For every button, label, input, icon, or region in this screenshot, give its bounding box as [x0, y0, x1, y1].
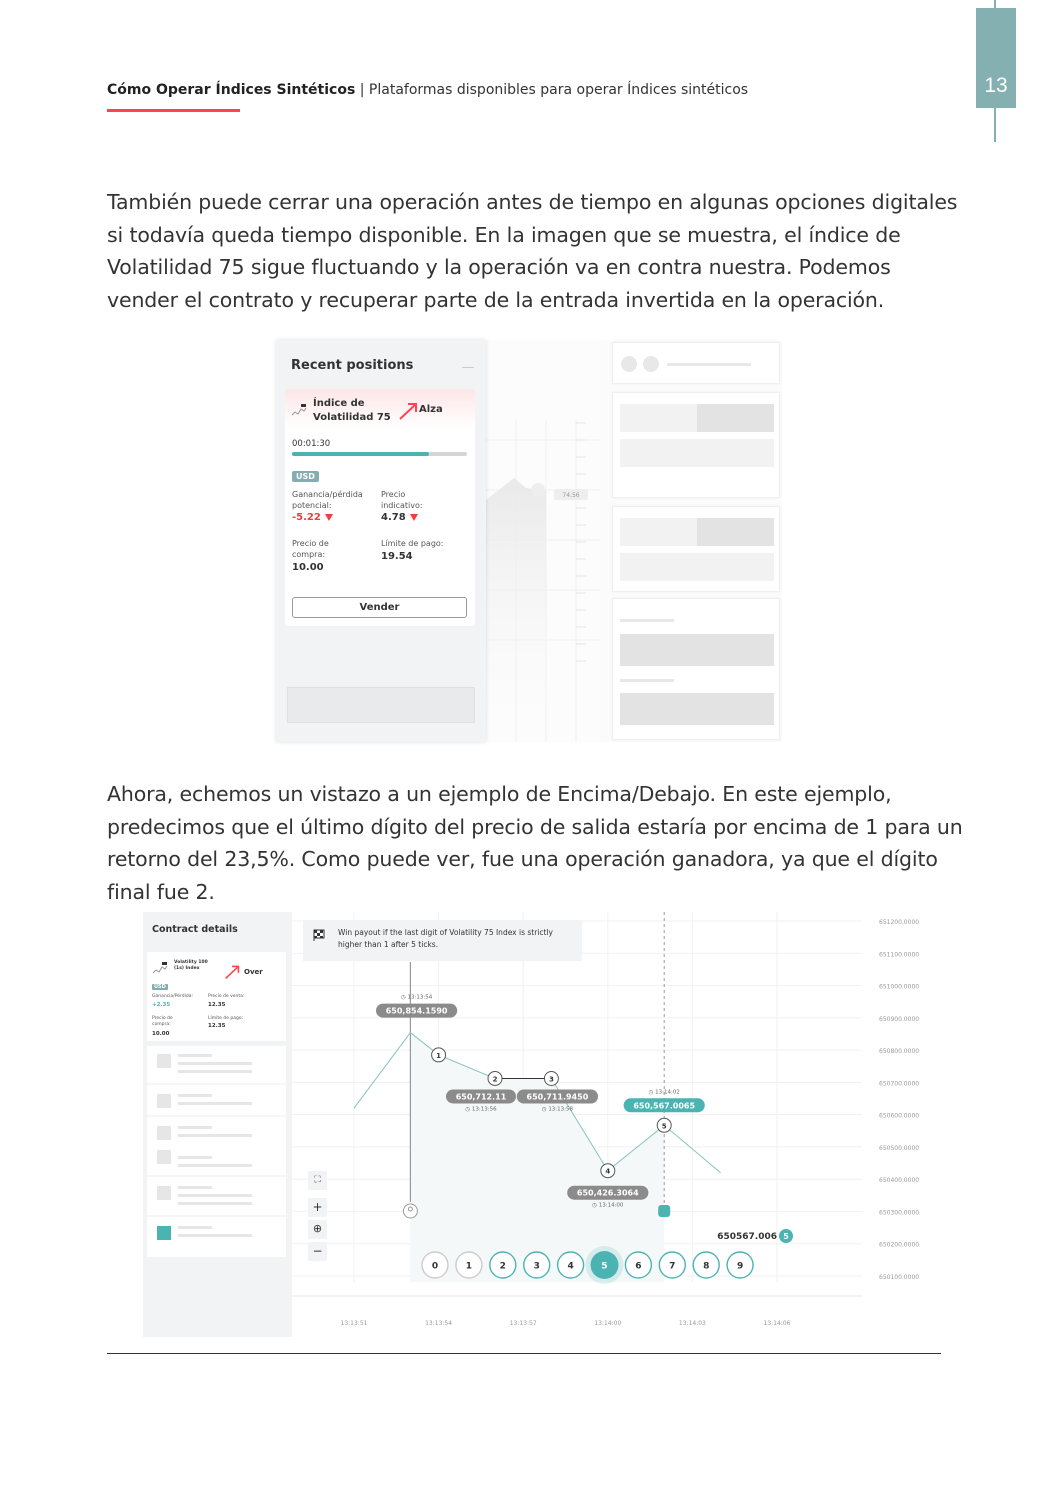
- time-label: ◷ 13:14:02: [648, 1089, 680, 1096]
- current-price: 650567.006: [717, 1232, 777, 1242]
- exit-flag-icon: [658, 1205, 670, 1217]
- contract-details-panel: [143, 912, 292, 1337]
- zoom-out-button[interactable]: −: [308, 1242, 327, 1261]
- placeholder-card: [612, 598, 780, 740]
- price-chart-svg: [486, 340, 600, 742]
- price-label: 650,711.9450: [526, 1092, 589, 1102]
- time-label: ◷ 13:13:56: [465, 1106, 497, 1113]
- pl-label: Ganancia/Pérdida:: [152, 994, 194, 999]
- digit-label: 6: [635, 1261, 642, 1272]
- digit-label: 5: [601, 1261, 608, 1272]
- digit-label: 7: [669, 1261, 676, 1272]
- volatility-index-icon: [291, 404, 307, 418]
- y-tick-label: 650800.0000: [879, 1048, 920, 1056]
- digit-label: 4: [567, 1261, 574, 1272]
- time-label: ◷ 13:13:58: [541, 1106, 574, 1113]
- header-subtitle: Plataformas disponibles para operar Índices sintéticos: [368, 82, 749, 98]
- down-triangle-icon: [325, 514, 333, 521]
- current-tick-number: 5: [783, 1232, 789, 1241]
- digit-label: 2: [499, 1261, 506, 1272]
- payout-label: Límite de pago:: [208, 1016, 244, 1021]
- contract-direction: Over: [244, 968, 263, 976]
- page-tab-line: [994, 108, 996, 142]
- payout-value: 12.35: [208, 1023, 226, 1029]
- contract-area: [410, 1033, 664, 1282]
- time-label: ◷ 13:14:00: [592, 1202, 624, 1209]
- panel-footer-placeholder: [287, 687, 475, 723]
- price-label: 650,854.1590: [385, 1006, 448, 1016]
- contract-info-text: Win payout if the last digit of Volatility 75 Index is strictly higher than 1 after 5 ticks.: [338, 928, 553, 949]
- currency-badge: USD: [154, 984, 166, 990]
- y-tick-label: 650200.0000: [879, 1241, 920, 1249]
- x-tick-label: 13:13:51: [340, 1320, 368, 1327]
- price-chart: [486, 340, 600, 742]
- time-progress-bar: [292, 452, 467, 456]
- contract-info-banner: [303, 920, 582, 961]
- y-tick-label: 650300.0000: [879, 1209, 920, 1217]
- payout-label: Límite de pago:: [381, 539, 444, 548]
- potential-value: -5.22: [292, 512, 333, 523]
- position-symbol: Índice de Volatilidad 75: [313, 398, 391, 423]
- page-number: 13: [984, 74, 1008, 97]
- header-underline: [107, 109, 240, 112]
- digit-label: 3: [533, 1261, 540, 1272]
- payout-value: 19.54: [381, 551, 413, 562]
- purchase-label: Precio de compra:: [292, 539, 329, 559]
- x-tick-label: 13:13:54: [425, 1320, 453, 1327]
- time-label: ◷ 13:13:54: [400, 994, 433, 1001]
- remaining-time: 00:01:30: [292, 439, 331, 449]
- time-progress-fill: [292, 452, 429, 456]
- currency-badge: USD: [292, 471, 319, 482]
- volatility-index-icon: [151, 962, 169, 976]
- zoom-in-button[interactable]: +: [308, 1198, 327, 1217]
- pl-value: +2.35: [152, 1002, 171, 1008]
- tick-marker-label: 3: [548, 1075, 554, 1084]
- digit-label: 0: [431, 1261, 439, 1272]
- minimize-icon[interactable]: [462, 367, 474, 368]
- y-tick-label: 651100.0000: [879, 951, 920, 959]
- paragraph-1: También puede cerrar una operación antes de tiempo en algunas opciones digitales si todavía queda tiempo disponible. En la imagen que se muestra, el índice de Volatilidad 75 sigue fluctuando y la operación va en contra nuestra. Podemos vender el contrato y recuperar parte de la entrada invertida en la operación.: [107, 190, 958, 312]
- digit-label: 8: [703, 1261, 710, 1272]
- fullscreen-icon[interactable]: ⛶: [308, 1171, 327, 1190]
- contract-card: [147, 952, 286, 1041]
- tick-chart: [292, 912, 943, 1337]
- digit-label: 9: [736, 1261, 744, 1272]
- flag-icon: [313, 929, 325, 941]
- position-card[interactable]: [285, 389, 475, 626]
- tick-marker-label: 1: [436, 1051, 442, 1060]
- screenshot-recent-positions: [276, 340, 782, 742]
- contract-details-title: Contract details: [152, 924, 238, 935]
- digit-label: 1: [465, 1261, 473, 1272]
- spot-tag-text: 74.56: [562, 492, 580, 499]
- screenshot-contract-details: [143, 912, 943, 1337]
- potential-label: Ganancia/pérdida potencial:: [292, 490, 363, 510]
- x-tick-label: 13:14:06: [763, 1320, 791, 1327]
- down-triangle-icon: [410, 514, 418, 521]
- position-direction: Alza: [419, 404, 443, 415]
- details-list-placeholder: [147, 1046, 286, 1257]
- paragraph-2: Ahora, echemos un vistazo a un ejemplo de Encima/Debajo. En este ejemplo, predecimos que el último dígito del precio de salida estaría por encima de 1 para un retorno del 23,5%. Como puede ver, fue una operación ganadora, ya que el dígito final fue 2.: [107, 782, 963, 904]
- price-label: 650,426.3064: [576, 1188, 639, 1198]
- y-tick-label: 651000.0000: [879, 983, 920, 991]
- trade-sidebar-placeholder: [612, 340, 782, 742]
- x-tick-label: 13:13:57: [509, 1320, 537, 1327]
- purchase-value: 10.00: [292, 562, 324, 573]
- purchase-label: Precio de compra:: [152, 1016, 173, 1027]
- y-tick-label: 650400.0000: [879, 1177, 920, 1185]
- purchase-value: 10.00: [152, 1031, 170, 1037]
- placeholder-card: [612, 506, 780, 592]
- footer-rule: [107, 1353, 941, 1354]
- x-tick-label: 13:14:00: [594, 1320, 622, 1327]
- header-separator: |: [355, 82, 369, 98]
- indicative-label: Precio indicativo:: [381, 490, 423, 510]
- indicative-value: 4.78: [381, 512, 418, 523]
- contract-symbol: Volatility 100 (1s) Index: [174, 960, 208, 971]
- price-label: 650,567.0065: [633, 1101, 696, 1111]
- y-tick-label: 650500.0000: [879, 1144, 920, 1152]
- sell-price-label: Precio de venta:: [208, 994, 245, 999]
- x-tick-label: 13:14:03: [678, 1320, 706, 1327]
- sell-button[interactable]: Vender: [292, 597, 467, 618]
- y-tick-label: 650900.0000: [879, 1015, 920, 1023]
- recent-positions-panel: [276, 340, 486, 742]
- spot-marker: [531, 483, 545, 497]
- header-title: Cómo Operar Índices Sintéticos: [107, 82, 356, 98]
- over-arrow-icon: [222, 964, 242, 980]
- tick-marker-label: 5: [661, 1122, 667, 1131]
- contract-details-list: [147, 1046, 286, 1257]
- y-tick-label: 651200.0000: [879, 919, 920, 926]
- y-tick-label: 650100.0000: [879, 1274, 920, 1281]
- tick-marker-label: 2: [492, 1075, 498, 1084]
- tick-marker-label: 4: [605, 1167, 611, 1176]
- price-area: [486, 478, 546, 742]
- rise-arrow-icon: [397, 401, 419, 421]
- price-label: 650,712.11: [455, 1092, 507, 1102]
- crosshair-icon[interactable]: ⊕: [308, 1220, 327, 1239]
- placeholder-card: [612, 392, 780, 498]
- y-tick-label: 650700.0000: [879, 1080, 920, 1088]
- running-header: [107, 82, 748, 98]
- y-tick-label: 650600.0000: [879, 1112, 920, 1120]
- active-item-icon: [157, 1226, 171, 1240]
- recent-positions-title: Recent positions: [291, 358, 414, 373]
- sell-price-value: 12.35: [208, 1002, 226, 1008]
- placeholder-card: [612, 342, 780, 384]
